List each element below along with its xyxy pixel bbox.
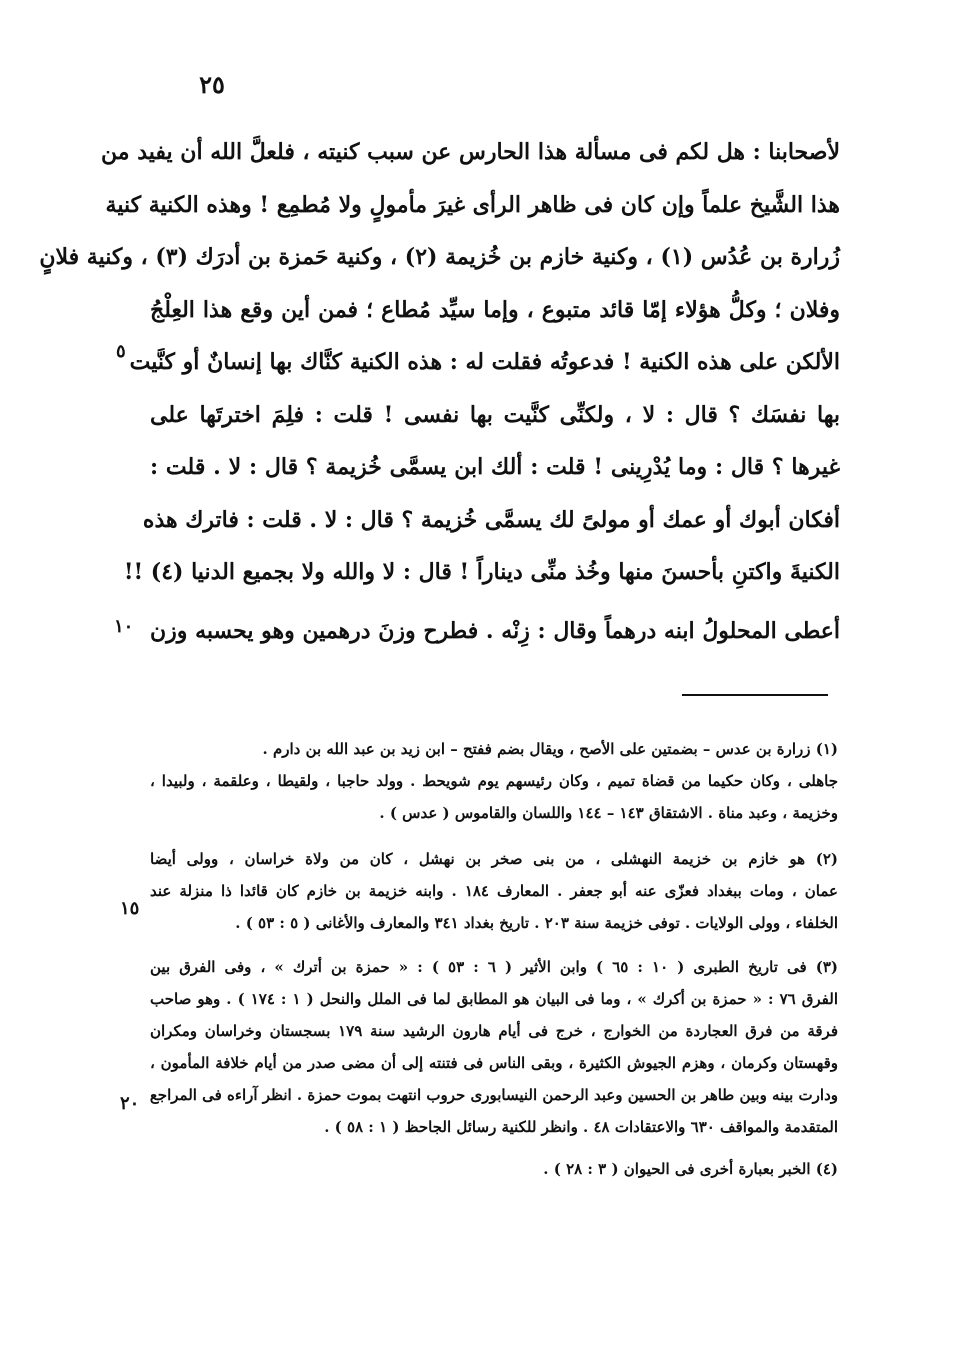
footnote-1-line: وخزيمة ، وعبد مناة . الاشتقاق ١٤٣ – ١٤٤ واللسان والقاموس ( عدس ) . [379, 804, 838, 822]
footnote-1-line: (١) زرارة بن عدس – بضمتين على الأصح ، ويقال بضم ففتح – ابن زيد بن عبد الله بن دارم . [262, 740, 838, 758]
footnote-3-line: المتقدمة والمواقف ٦٣٠ والاعتقادات ٤٨ . وانظر للكنية رسائل الجاحظ ( ١ : ٥٨ ) . [324, 1118, 838, 1136]
main-text-line: الألكن على هذه الكنية ! فدعوتُه فقلت له : هذه الكنية كنَّاك بها إنسانٌ أو كنَّيت [129, 349, 840, 375]
main-text-line: غيرها ؟ قال : وما يُدْرِينى ! قلت : ألك ابن يسمَّى خُزيمة ؟ قال : لا . قلت : [150, 454, 840, 480]
footnote-3-line: وقهستان وكرمان ، وهزم الجيوش الكثيرة ، وبقى الناس فى فتنته إلى أن مضى صدر من أيام خلافة المأمون ، [150, 1054, 838, 1072]
footnote-1-line: جاهلى ، وكان حكيما من قضاة تميم ، وكان رئيسهم يوم شويحط . وولد حاجبا ، ولقيطا ، وعلقمة ، ولبيدا ، [150, 772, 838, 790]
page-number: ٢٥ [199, 70, 225, 99]
main-text-line: بها نفسَك ؟ قال : لا ، ولكنِّى كنَّيت بها نفسى ! قلت : فلِمَ اخترتَها على [150, 401, 840, 428]
main-text-line: الكنيةَ واكتنِ بأحسنَ منها وخُذ منِّى ديناراً ! قال : لا والله ولا بجميع الدنيا (٤) !! [123, 559, 840, 585]
footnote-separator [682, 694, 828, 696]
footnote-2-line: (٢) هو خازم بن خزيمة النهشلى ، من بنى صخر بن نهشل ، كان من ولاة خراسان ، وولى أيضا [150, 850, 838, 868]
footnotes [150, 733, 838, 1185]
line-number-15: ١٥ [120, 898, 140, 919]
footnote-3-line: ودارت بينه وبين طاهر بن الحسين وعبد الرحمن النيسابورى حروب انتهت بموت حمزة . انظر آراءه فى المراجع [149, 1086, 838, 1104]
line-number-20: ٢٠ [120, 1093, 140, 1114]
footnote-3-line: الفرق ٧٦ : « حمزة بن أكرك » ، وما فى البيان هو المطابق لما فى الملل والنحل ( ١ : ١٧٤ ) . وهو صاحب [150, 990, 838, 1008]
footnote-3-line: (٣) فى تاريخ الطبرى ( ١٠ : ٦٥ ) وابن الأثير ( ٦ : ٥٣ ) : « حمزة بن أترك » ، وفى الفرق بين [150, 958, 839, 976]
footnote-2-line: الخلفاء ، وولى الولايات . توفى خزيمة سنة ٢٠٣ . تاريخ بغداد ٣٤١ والمعارف والأغانى ( ٥ : ٥٣ ) . [235, 914, 838, 932]
footnote-4-line: (٤) الخبر بعبارة أخرى فى الحيوان ( ٣ : ٢٨ ) . [543, 1160, 838, 1178]
footnote-2-line: عمان ، ومات ببغداد فعزّى عنه أبو جعفر . المعارف ١٨٤ . وابنه خزيمة بن خازم كان قائدا ذا منزلة عند [150, 882, 838, 900]
main-text-line: زُرارة بن عُدُس (١) ، وكنية خازم بن خُزيمة (٢) ، وكنية حَمزة بن أدرَك (٣) ، وكنية فلانٍ [39, 244, 840, 270]
line-number-5: ٥ [116, 341, 126, 362]
main-text-line: لأصحابنا : هل لكم فى مسألة هذا الحارس عن سبب كنيته ، فلعلَّ الله أن يفيد من [101, 139, 840, 165]
main-text-line: أعطى المحلولُ ابنه درهماً وقال : زِنْه . فطرح وزنَ درهمين وهو يحسبه وزن [150, 617, 840, 644]
main-text-line: هذا الشَّيخ علماً وإن كان فى ظاهر الرأى غيرَ مأمولٍ ولا مُطمِع ! وهذه الكنية كنية [105, 191, 840, 218]
main-text-line: وفلان ؛ وكلُّ هؤلاء إمّا قائد متبوع ، وإما سيِّد مُطاع ؛ فمن أين وقع هذا العِلْجُ [150, 296, 840, 323]
footnote-3-line: فرقة من فرق العجاردة من الخوارج ، خرج فى أيام هارون الرشيد سنة ١٧٩ بسجستان وخراسان ومكران [150, 1022, 838, 1040]
line-number-10: ١٠ [114, 616, 134, 637]
main-text-line: أفكان أبوك أو عمك أو مولىً لك يسمَّى خُزيمة ؟ قال : لا . قلت : فاترك هذه [142, 506, 840, 533]
